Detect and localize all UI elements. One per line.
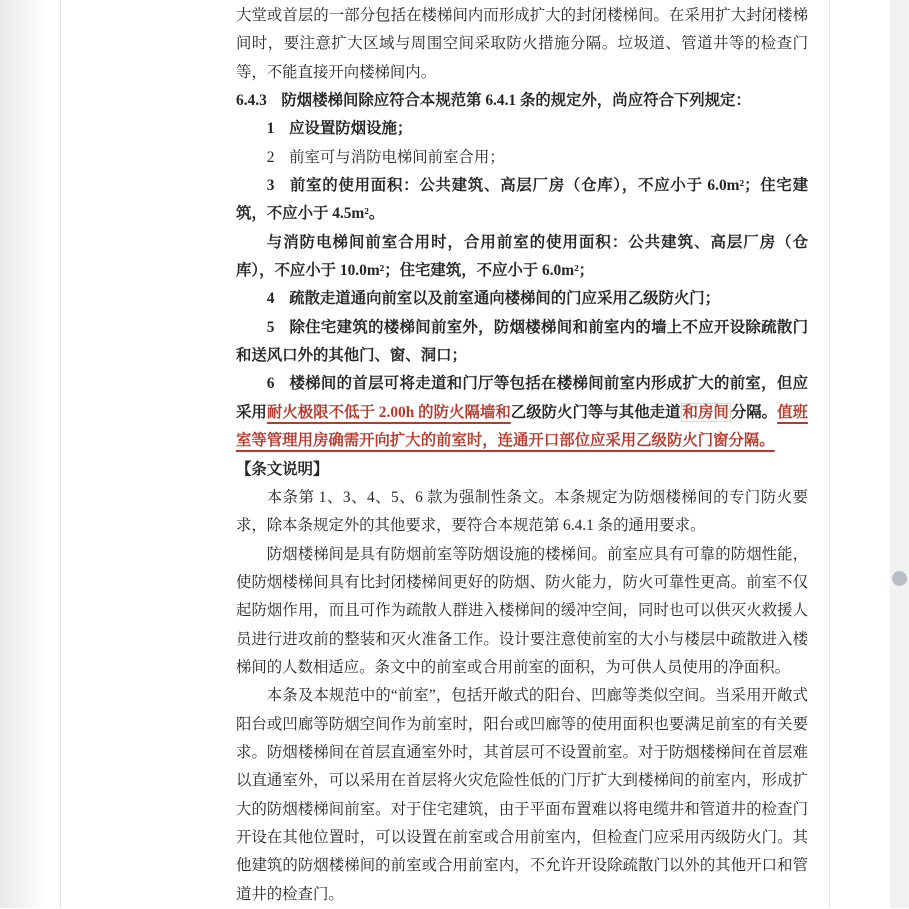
text-segment-num: 3 <box>266 177 275 195</box>
clause-item-3-shared <box>236 229 808 286</box>
text-segment-num: 1 <box>266 120 275 138</box>
clause-item-5 <box>236 314 808 371</box>
explanation-heading <box>236 456 808 484</box>
text-segment-b: 乙级防火门等与其他走道 <box>510 403 681 421</box>
paragraph-continuation-6-4-2 <box>236 2 808 87</box>
text-segment-r: 前室可与消防电梯间前室合用； <box>289 148 505 166</box>
text-segment-numr: 2 <box>266 148 275 166</box>
document-text <box>236 2 808 909</box>
clause-item-2 <box>236 144 808 172</box>
text-segment-num: 5 <box>266 318 275 336</box>
text-segment-b: 楼梯间的首层可将走道和门厅等包括在楼梯间前室内形成扩大的前室，但应采用 <box>236 375 808 421</box>
text-segment-b: 应设置防烟设施； <box>289 120 413 138</box>
text-segment-b: 与消防电梯间前室合用时，合用前室的使用面积：公共建筑、高层厂房（仓库），不应小于 10.0m²；住宅建筑，不应小于 6.0m²； <box>236 233 808 280</box>
text-segment-r: 大堂或首层的一部分包括在楼梯间内而形成扩大的封闭楼梯间。在采用扩大封闭楼梯间时，要注意扩大区域与周围空间采取防火措施分隔。垃圾道、管道井等的检查门等，不能直接开向楼梯间内。 <box>236 7 808 81</box>
clause-item-4 <box>236 285 808 313</box>
text-segment-b: 疏散走道通向前室以及前室通向楼梯间的门应采用乙级防火门； <box>289 290 721 308</box>
text-segment-b: 除住宅建筑的楼梯间前室外，防烟楼梯间和前室内的墙上不应开设除疏散门和送风口外的其他门、窗、洞口； <box>236 318 808 365</box>
clause-item-3 <box>236 172 808 229</box>
clause-item-6 <box>236 370 808 455</box>
window-left-shadow <box>0 0 58 908</box>
text-segment-num: 6 <box>266 375 275 393</box>
text-segment-r: 防烟楼梯间是具有防烟前室等防烟设施的楼梯间。前室应具有可靠的防烟性能，使防烟楼梯间具有比封闭楼梯间更好的防烟、防火能力，防火可靠性更高。前室不仅起防烟作用，而且可作为疏散人群进入楼梯间的缓冲空间，同时也可以供灭火救援人员进行进攻前的整装和灭火准备工作。设计要注意使前室的大小与楼层中疏散进入楼梯间的人数相适应。条文中的前室或合用前室的面积，为可供人员使用的净面积。 <box>236 545 808 676</box>
clause-6-4-3-heading <box>236 87 808 115</box>
text-segment-ru: 值班室等管理用房确需开向扩大的前室时，连通开口部位应采用乙级防火门窗分隔。 <box>236 403 808 450</box>
text-segment-num: 4 <box>266 290 275 308</box>
text-segment-b: 分隔。 <box>730 403 778 421</box>
document-page <box>60 0 830 908</box>
clause-item-1 <box>236 115 808 143</box>
explanation-paragraph-2 <box>236 541 808 683</box>
scrollbar-track[interactable] <box>890 0 909 908</box>
text-segment-b: 防烟楼梯间除应符合本规范第 6.4.1 条的规定外，尚应符合下列规定： <box>281 92 751 110</box>
text-segment-num: 6.4.3 <box>236 92 267 110</box>
explanation-paragraph-1 <box>236 484 808 541</box>
explanation-paragraph-3 <box>236 682 808 909</box>
text-segment-r: 本条第 1、3、4、5、6 款为强制性条文。本条规定为防烟楼梯间的专门防火要求，除本条规定外的其他要求，要符合本规范第 6.4.1 条的通用要求。 <box>236 488 808 535</box>
text-segment-rb: 和房间 <box>682 403 729 421</box>
text-segment-r: 本条及本规范中的“前室”，包括开敞式的阳台、凹廊等类似空间。当采用开敞式阳台或凹廊等防烟空间作为前室时，阳台或凹廊等的使用面积也要满足前室的有关要求。防烟楼梯间在首层直通室外时，其首层可不设置前室。对于防烟楼梯间在首层难以直通室外，可以采用在首层将火灾危险性低的门厅扩大到楼梯间的前室内，形成扩大的防烟楼梯间前室。对于住宅建筑，由于平面布置难以将电缆井和管道井的检查门开设在其他位置时，可以设置在前室或合用前室内，但检查门应采用丙级防火门。其他建筑的防烟楼梯间的前室或合用前室内，不允许开设除疏散门以外的其他开口和管道井的检查门。 <box>236 687 808 903</box>
scrollbar-thumb[interactable] <box>892 571 907 586</box>
text-segment-b: 【条文说明】 <box>236 460 329 478</box>
text-segment-b: 前室的使用面积：公共建筑、高层厂房（仓库），不应小于 6.0m²；住宅建筑，不应小于 4.5m²。 <box>236 177 808 223</box>
text-segment-ru: 耐火极限不低于 2.00h 的防火隔墙和 <box>266 403 511 421</box>
